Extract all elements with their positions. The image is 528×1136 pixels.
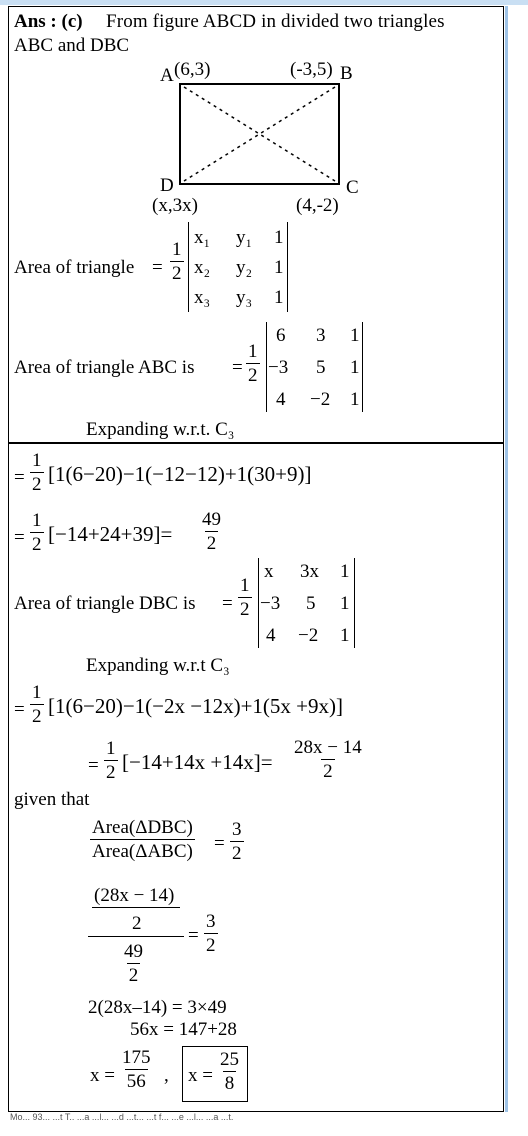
abc-label: Area of triangle ABC is xyxy=(14,357,195,378)
given-ratio xyxy=(90,818,195,861)
formula-cell: 1 xyxy=(274,227,284,248)
step4-result xyxy=(292,738,364,781)
section-divider xyxy=(8,442,504,444)
big-bottom-num: 49 xyxy=(124,941,143,962)
abc-cell: −2 xyxy=(310,389,331,410)
dbc-cell: 1 xyxy=(340,593,350,614)
step4-half-den: 2 xyxy=(106,762,116,783)
step4-expression: [−14+14x +14x]= xyxy=(122,750,273,774)
given-ratio-value-den: 2 xyxy=(232,843,242,864)
formula-half-num: 1 xyxy=(172,239,182,260)
dbc-expanding-note: Expanding w.r.t C₃ xyxy=(86,655,230,676)
vertex-a-coord: (6,3) xyxy=(174,59,211,80)
formula-det-left-bar xyxy=(188,222,189,312)
big-top-inner-line xyxy=(92,907,180,908)
given-ratio-value xyxy=(230,820,244,863)
big-bottom-fraction xyxy=(122,942,145,985)
step1-half-num: 1 xyxy=(32,450,42,471)
formula-equals: = xyxy=(152,257,163,278)
step1-equals: = xyxy=(14,467,25,488)
step4-half-num: 1 xyxy=(106,738,116,759)
step2-half-den: 2 xyxy=(32,534,42,555)
step4-result-num: 28x − 14 xyxy=(294,737,362,758)
step2-half xyxy=(30,511,44,554)
formula-half-den: 2 xyxy=(172,263,182,284)
formula-cell: y₃ xyxy=(236,287,253,308)
abc-half-den: 2 xyxy=(248,365,258,386)
abc-det-right-bar xyxy=(362,322,363,412)
abc-cell: 6 xyxy=(276,325,286,346)
final-answer-den: 8 xyxy=(224,1073,235,1094)
given-ratio-equals: = xyxy=(214,833,225,854)
big-top-denominator: 2 xyxy=(132,913,142,934)
big-main-fraction-line xyxy=(88,936,184,937)
vertex-c-label: C xyxy=(346,177,359,198)
solve-comma: , xyxy=(164,1065,169,1086)
solve-x-den: 56 xyxy=(126,1071,146,1092)
dbc-cell: 3x xyxy=(300,561,319,582)
step2-half-num: 1 xyxy=(32,510,42,531)
step2-equals: = xyxy=(14,527,25,548)
dbc-det-left-bar xyxy=(258,558,259,648)
rectangle-figure xyxy=(0,0,528,230)
big-top-expression: (28x − 14) xyxy=(94,885,175,906)
cut-off-footer-text: Mo... 93... ...t T.. ...a ...l... ...d ...t... ...t f... ...e ...l... ...a ...t. xyxy=(10,1112,234,1122)
dbc-cell: −2 xyxy=(298,625,319,646)
solve-line-2: 56x = 147+28 xyxy=(130,1019,237,1040)
dbc-equals: = xyxy=(222,593,233,614)
dbc-cell: 1 xyxy=(340,625,350,646)
formula-det-right-bar xyxy=(287,222,288,312)
formula-cell: x₃ xyxy=(194,287,211,308)
given-ratio-num: Area(ΔDBC) xyxy=(92,817,193,838)
step3-expression: [1(6−20)−1(−2x −12x)+1(5x +9x)] xyxy=(48,694,344,718)
step4-result-den: 2 xyxy=(323,761,333,782)
abc-det-left-bar xyxy=(266,322,267,412)
abc-equals: = xyxy=(232,357,243,378)
intro-line-2: ABC and DBC xyxy=(14,35,130,56)
abc-cell: 1 xyxy=(350,325,360,346)
step2-result-den: 2 xyxy=(206,533,217,554)
given-ratio-den: Area(ΔABC) xyxy=(92,841,193,862)
vertex-d-coord: (x,3x) xyxy=(152,195,198,216)
dbc-cell: 4 xyxy=(266,625,276,646)
abc-cell: 4 xyxy=(276,389,286,410)
vertex-c-coord: (4,-2) xyxy=(296,195,339,216)
step4-half xyxy=(104,739,118,782)
dbc-cell: −3 xyxy=(260,593,281,614)
solve-line-1: 2(28x–14) = 3×49 xyxy=(88,997,227,1018)
big-rhs-den: 2 xyxy=(206,935,216,956)
dbc-half xyxy=(238,576,252,619)
big-rhs-fraction xyxy=(204,912,218,955)
formula-label: Area of triangle xyxy=(14,257,135,278)
step3-half-num: 1 xyxy=(32,682,42,703)
abc-cell: 5 xyxy=(316,357,326,378)
formula-cell: 1 xyxy=(274,287,284,308)
abc-half-num: 1 xyxy=(248,341,258,362)
step2-result-num: 49 xyxy=(202,509,221,530)
step3-half-den: 2 xyxy=(32,706,42,727)
dbc-det-right-bar xyxy=(354,558,355,648)
vertex-d-label: D xyxy=(160,175,174,196)
step3-equals: = xyxy=(14,699,25,720)
dbc-cell: 5 xyxy=(306,593,316,614)
formula-cell: y₂ xyxy=(236,257,253,278)
abc-half xyxy=(246,342,260,385)
formula-cell: 1 xyxy=(274,257,284,278)
solve-x-num: 175 xyxy=(122,1047,151,1068)
formula-cell: x₂ xyxy=(194,257,211,278)
given-label: given that xyxy=(14,789,90,810)
vertex-a-label: A xyxy=(160,65,174,86)
step3-half xyxy=(30,683,44,726)
abc-cell: 1 xyxy=(350,389,360,410)
formula-cell: y₁ xyxy=(236,227,253,248)
step1-expression: [1(6−20)−1(−12−12)+1(30+9)] xyxy=(48,462,312,486)
vertex-b-label: B xyxy=(340,63,353,84)
big-equals: = xyxy=(188,925,199,946)
dbc-half-den: 2 xyxy=(240,599,250,620)
final-answer-fraction xyxy=(218,1050,241,1093)
vertex-b-coord: (-3,5) xyxy=(290,59,333,80)
dbc-half-num: 1 xyxy=(240,575,250,596)
abc-cell: 1 xyxy=(350,357,360,378)
step2-expression: [−14+24+39]= xyxy=(48,522,173,546)
big-rhs-num: 3 xyxy=(206,911,216,932)
abc-expanding-note: Expanding w.r.t. C₃ xyxy=(86,419,235,440)
abc-cell: −3 xyxy=(268,357,289,378)
step1-half xyxy=(30,451,44,494)
formula-cell: x₁ xyxy=(194,227,211,248)
dbc-cell: x xyxy=(264,561,274,582)
intro-line-1: From figure ABCD in divided two triangles xyxy=(106,11,445,32)
given-ratio-value-num: 3 xyxy=(232,819,242,840)
step1-half-den: 2 xyxy=(32,474,42,495)
dbc-cell: 1 xyxy=(340,561,350,582)
dbc-label: Area of triangle DBC is xyxy=(14,593,196,614)
big-bottom-den: 2 xyxy=(128,965,139,986)
answer-label: Ans : (c) xyxy=(14,11,83,32)
solve-x-fraction xyxy=(120,1048,153,1091)
step4-equals: = xyxy=(88,755,99,776)
solve-x-equals: x = xyxy=(90,1065,115,1086)
formula-half xyxy=(170,240,184,283)
abc-cell: 3 xyxy=(316,325,326,346)
final-answer-equals: x = xyxy=(188,1065,213,1086)
final-answer-num: 25 xyxy=(220,1049,239,1070)
step2-result xyxy=(200,510,223,553)
